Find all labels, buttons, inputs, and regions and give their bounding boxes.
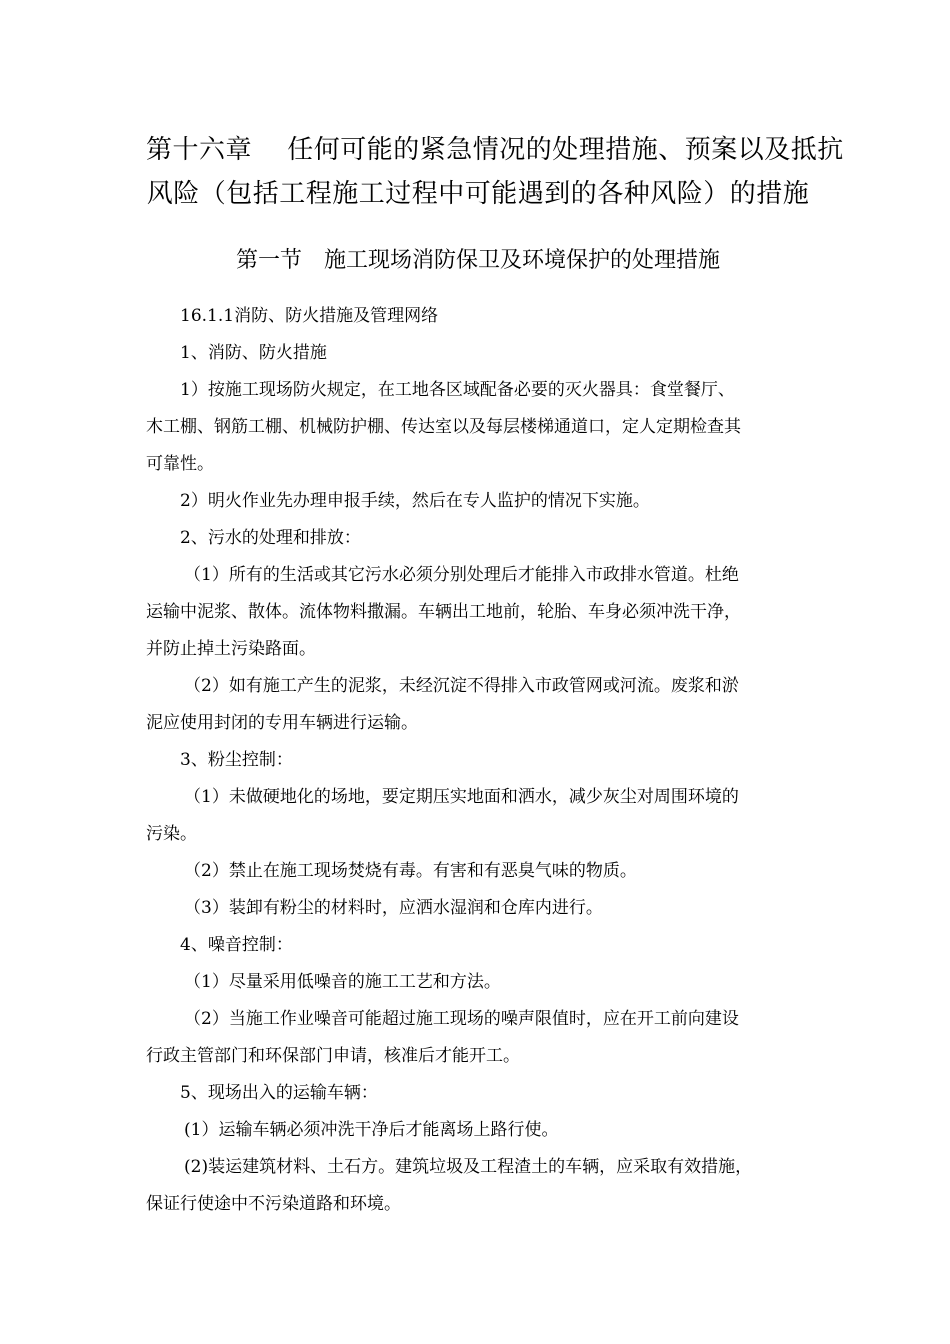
paragraph-line: 保证行使途中不污染道路和环境。 [146, 1194, 401, 1214]
item-heading: 2、污水的处理和排放： [180, 528, 361, 548]
paragraph-line: 行政主管部门和环保部门申请，核准后才能开工。 [146, 1046, 520, 1066]
document-body [146, 298, 810, 1223]
paragraph-line: （1）尽量采用低噪音的施工工艺和方法。 [184, 972, 501, 992]
paragraph-line: 运输中泥浆、散体。流体物料撒漏。车辆出工地前，轮胎、车身必须冲洗干净， [146, 602, 741, 622]
chapter-title [146, 128, 844, 216]
paragraph-line: （2）禁止在施工现场焚烧有毒。有害和有恶臭气味的物质。 [184, 861, 637, 881]
paragraph-line: （3）装卸有粉尘的材料时，应洒水湿润和仓库内进行。 [184, 898, 603, 918]
chapter-title-line-1: 第十六章 任何可能的紧急情况的处理措施、预案以及抵抗 [146, 135, 844, 165]
section-title: 第一节 施工现场消防保卫及环境保护的处理措施 [235, 248, 720, 273]
paragraph-line: （1）未做硬地化的场地，要定期压实地面和洒水，减少灰尘对周围环境的 [184, 787, 739, 807]
subsection-heading: 16.1.1消防、防火措施及管理网络 [180, 306, 439, 326]
paragraph-line: 可靠性。 [146, 454, 214, 474]
paragraph-line: (1）运输车辆必须冲洗干净后才能离场上路行使。 [184, 1120, 559, 1140]
paragraph-line: 泥应使用封闭的专用车辆进行运输。 [146, 713, 418, 733]
item-heading: 1、消防、防火措施 [180, 343, 327, 363]
paragraph-line: 1）按施工现场防火规定，在工地各区域配备必要的灭火器具：食堂餐厅、 [180, 380, 735, 400]
paragraph-line: （2）当施工作业噪音可能超过施工现场的噪声限值时，应在开工前向建设 [184, 1009, 739, 1029]
item-heading: 4、噪音控制： [180, 935, 293, 955]
paragraph-line: （1）所有的生活或其它污水必须分别处理后才能排入市政排水管道。杜绝 [184, 565, 739, 585]
item-heading: 3、粉尘控制： [180, 750, 293, 770]
paragraph-line: 并防止掉土污染路面。 [146, 639, 316, 659]
paragraph-line: 2）明火作业先办理申报手续，然后在专人监护的情况下实施。 [180, 491, 650, 511]
paragraph-line: (2)装运建筑材料、土石方。建筑垃圾及工程渣土的车辆，应采取有效措施， [184, 1157, 753, 1177]
paragraph-line: 污染。 [146, 824, 197, 844]
chapter-title-line-2: 风险（包括工程施工过程中可能遇到的各种风险）的措施 [146, 179, 810, 209]
paragraph-line: 木工棚、钢筋工棚、机械防护棚、传达室以及每层楼梯通道口，定人定期检查其 [146, 417, 741, 437]
item-heading: 5、现场出入的运输车辆： [180, 1083, 378, 1103]
paragraph-line: （2）如有施工产生的泥浆，未经沉淀不得排入市政管网或河流。废浆和淤 [184, 676, 739, 696]
